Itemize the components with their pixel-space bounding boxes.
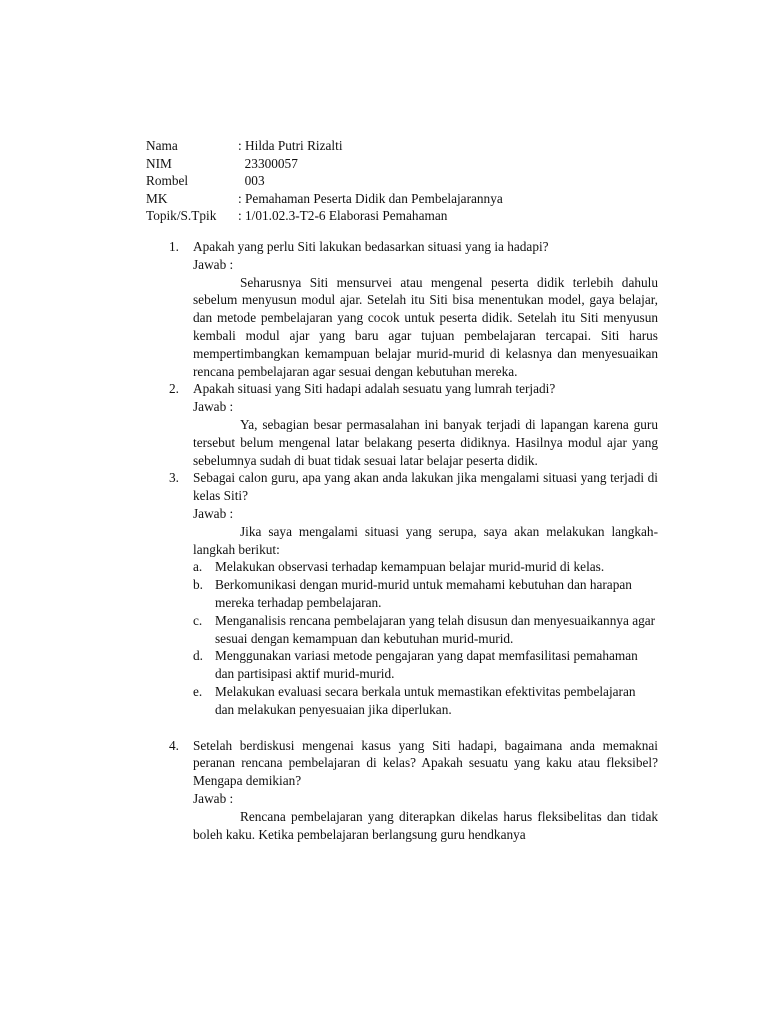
header-row-nama — [146, 137, 503, 155]
question-number: 4. — [169, 737, 179, 753]
sub-item-d — [193, 647, 658, 683]
jawab-label: Jawab : — [193, 790, 234, 806]
header-value: 003 — [238, 173, 265, 188]
sub-item-letter: c. — [193, 612, 203, 628]
sub-item-e — [193, 683, 658, 719]
sub-item-text: Melakukan observasi terhadap kemampuan belajar murid-murid di kelas. — [215, 559, 605, 575]
question-text: Apakah situasi yang Siti hadapi adalah sesuatu yang lumrah terjadi? — [193, 381, 556, 397]
jawab-label: Jawab : — [193, 256, 234, 272]
header-label: Rombel — [146, 173, 189, 188]
question-body — [193, 469, 658, 718]
sub-item-letter: d. — [193, 648, 203, 664]
sub-item-b — [193, 576, 658, 612]
question-item-3 — [146, 469, 658, 718]
sub-item-letter: b. — [193, 577, 203, 593]
header-value: 23300057 — [238, 155, 298, 171]
question-text: Setelah berdiskusi mengenai kasus yang Siti hadapi, bagaimana anda memaknai peranan rencana pembelajaran di kelas? Apakah sesuatu yang kaku atau fleksibel? Mengapa demikian? — [193, 737, 658, 789]
header-row-nim — [146, 155, 503, 173]
header-value: : 1/01.02.3-T2-6 Elaborasi Pemahaman — [238, 208, 448, 223]
answer-text: Rencana pembelajaran yang diterapkan dikelas harus fleksibelitas dan tidak boleh kaku. Ketika pembelajaran berlangsung guru hendkanya — [193, 808, 658, 842]
sub-item-letter: a. — [193, 559, 203, 575]
question-text: Sebagai calon guru, apa yang akan anda lakukan jika mengalami situasi yang terjadi di kelas Siti? — [193, 470, 658, 504]
jawab-label: Jawab : — [193, 399, 234, 415]
header-label: Topik/S.Tpik — [146, 208, 217, 223]
sub-item-text: Menganalisis rencana pembelajaran yang telah disusun dan menyesuaikannya agar sesuai dengan kemampuan dan kebutuhan murid-murid. — [215, 612, 656, 646]
header-value: : Pemahaman Peserta Didik dan Pembelajarannya — [238, 190, 503, 206]
question-item-2 — [146, 380, 658, 469]
answer-text: Ya, sebagian besar permasalahan ini banyak terjadi di lapangan karena guru tersebut belum mengenal latar belakang peserta didiknya. Hasilnya modul ajar yang sebelumnya sudah di buat tidak sesuai latar belajar peserta didik. — [193, 416, 658, 468]
header-row-rombel — [146, 172, 503, 190]
header-row-mk — [146, 190, 503, 208]
sub-item-letter: e. — [193, 683, 203, 699]
student-info-header — [146, 137, 503, 225]
question-number: 2. — [169, 381, 179, 397]
header-label: Nama — [146, 138, 178, 153]
question-body — [193, 380, 658, 469]
question-item-1 — [146, 238, 658, 380]
answer-text: Jika saya mengalami situasi yang serupa, saya akan melakukan langkah-langkah berikut: — [193, 523, 658, 557]
sub-item-a — [193, 558, 658, 576]
header-label: MK — [146, 190, 168, 206]
header-label: NIM — [146, 155, 172, 171]
jawab-label: Jawab : — [193, 505, 234, 521]
question-body — [193, 737, 658, 844]
question-list — [146, 238, 658, 843]
sub-item-text: Menggunakan variasi metode pengajaran yang dapat memfasilitasi pemahaman dan partisipasi aktif murid-murid. — [215, 648, 638, 682]
question-item-4 — [146, 737, 658, 844]
sub-item-text: Berkomunikasi dengan murid-murid untuk memahami kebutuhan dan harapan mereka terhadap pembelajaran. — [215, 577, 632, 610]
sub-item-text: Melakukan evaluasi secara berkala untuk memastikan efektivitas pembelajaran dan melakukan penyesuaian jika diperlukan. — [215, 683, 636, 717]
header-row-topik — [146, 207, 503, 225]
answer-text: Seharusnya Siti mensurvei atau mengenal peserta didik terlebih dahulu sebelum menyusun modul ajar. Setelah itu Siti bisa menentukan model, gaya belajar, dan metode pembelajaran yang cocok untuk peserta didik. Setelah itu Siti menyusun kembali modul ajar yang baru agar tujuan pembelajaran tercapai. Siti harus mempertimbangkan kemampuan belajar murid-murid di kelasnya dan menyesuaikan rencana pembelajaran agar sesuai dengan kebutuhan mereka. — [193, 274, 658, 379]
question-body — [193, 238, 658, 380]
header-value: : Hilda Putri Rizalti — [238, 138, 343, 153]
question-number: 3. — [169, 470, 179, 486]
sub-item-c — [193, 612, 658, 648]
paragraph-gap — [146, 719, 658, 737]
question-number: 1. — [169, 239, 179, 254]
question-text: Apakah yang perlu Siti lakukan bedasarkan situasi yang ia hadapi? — [193, 239, 549, 254]
